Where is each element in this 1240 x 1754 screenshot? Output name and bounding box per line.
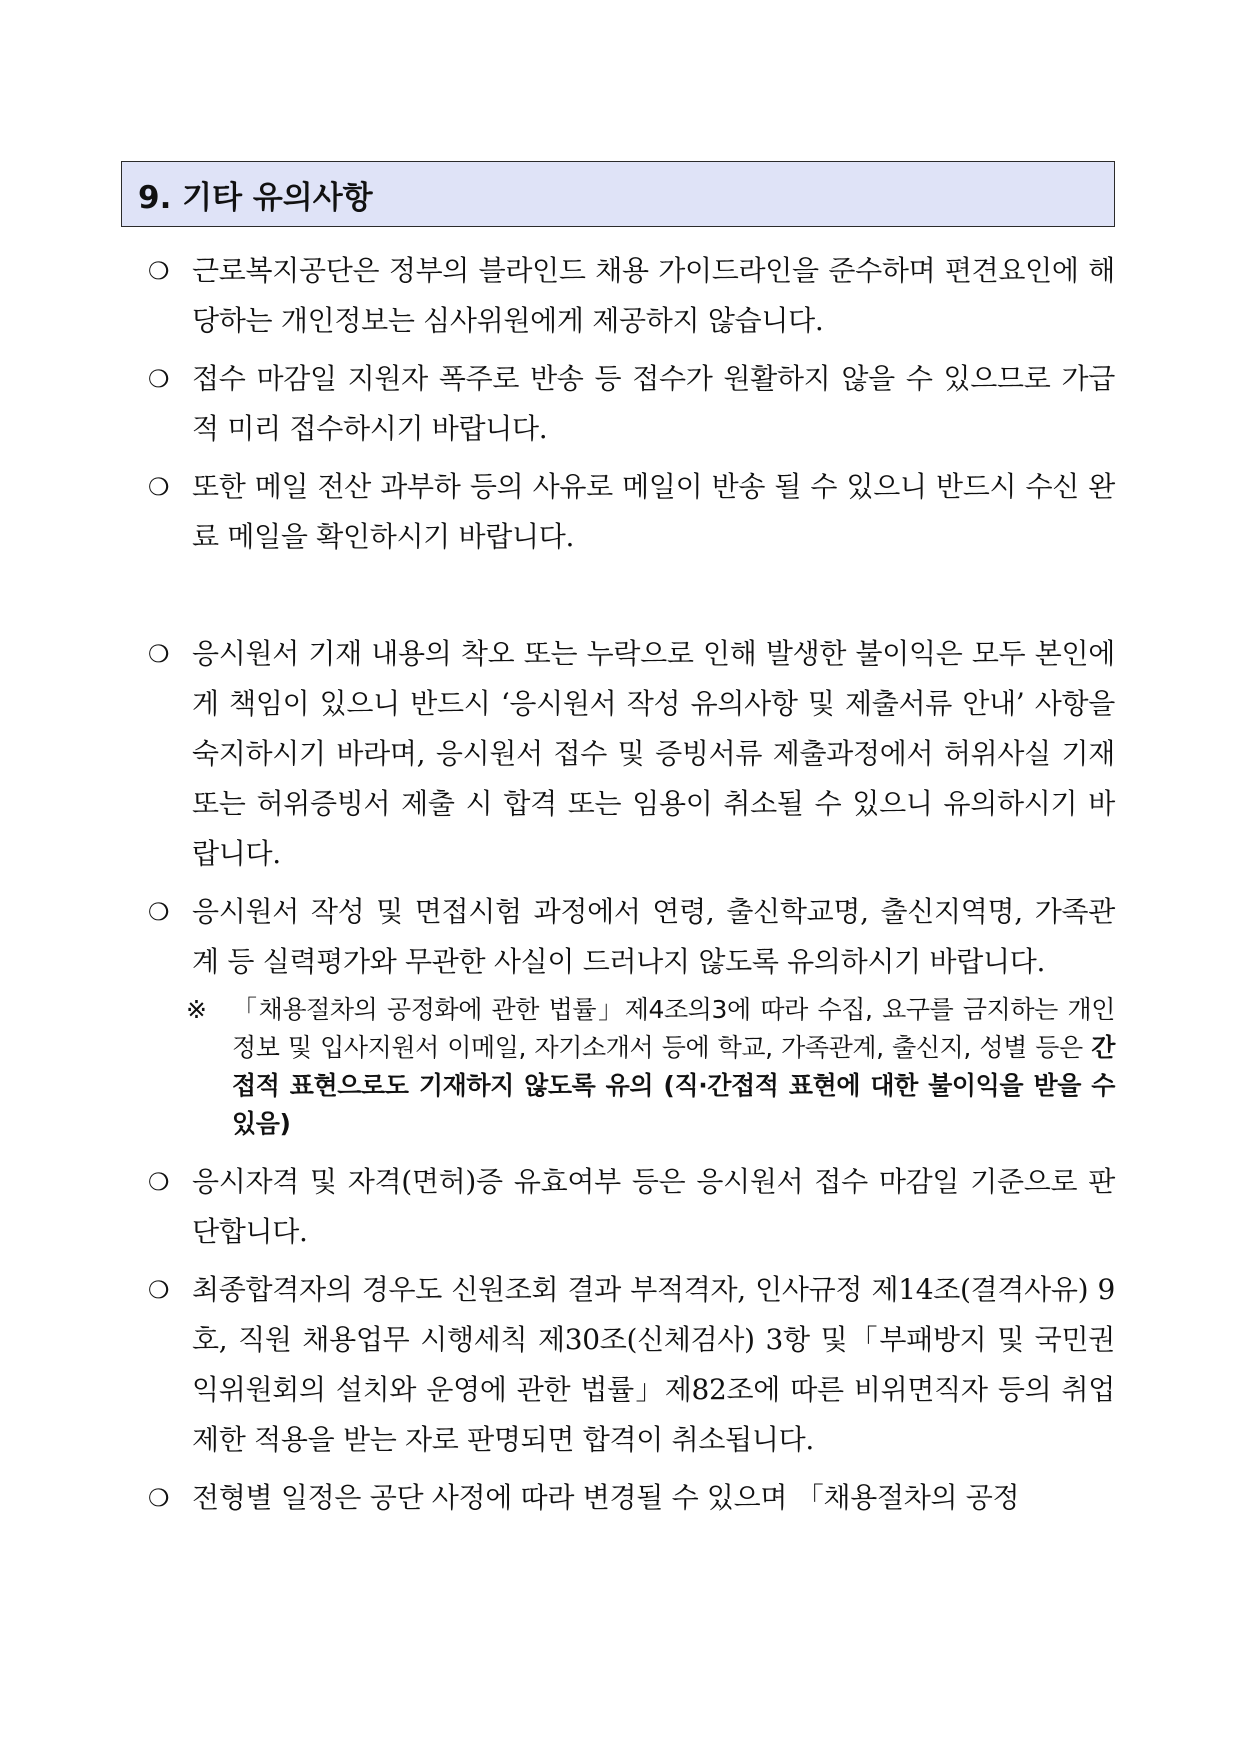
section-title: 9. 기타 유의사항 <box>121 161 1115 227</box>
list-item-text: 최종합격자의 경우도 신원조회 결과 부적격자, 인사규정 제14조(결격사유) 9호, 직원 채용업무 시행세칙 제30조(신체검사) 3항 및「부패방지 및 국민권익위원회의 설치와 운영에 관한 법률」제82조에 따른 비위면직자 등의 취업제한 적용을 받는 자로 판명되면 합격이 취소됩니다. <box>192 1273 1115 1456</box>
list-item <box>148 1265 1115 1465</box>
circle-bullet-icon: ❍ <box>148 473 170 501</box>
list-item-text: 응시원서 작성 및 면접시험 과정에서 연령, 출신학교명, 출신지역명, 가족관계 등 실력평가와 무관한 사실이 드러나지 않도록 유의하시기 바랍니다. <box>192 895 1115 978</box>
circle-bullet-icon: ❍ <box>148 1484 170 1512</box>
list-item-text: 근로복지공단은 정부의 블라인드 채용 가이드라인을 준수하며 편견요인에 해당하는 개인정보는 심사위원에게 제공하지 않습니다. <box>192 254 1115 337</box>
list-item-text: 응시자격 및 자격(면허)증 유효여부 등은 응시원서 접수 마감일 기준으로 판단합니다. <box>192 1165 1115 1248</box>
list-item-text: 접수 마감일 지원자 폭주로 반송 등 접수가 원활하지 않을 수 있으므로 가급적 미리 접수하시기 바랍니다. <box>192 362 1115 445</box>
circle-bullet-icon: ❍ <box>148 365 170 393</box>
list-item-text: 전형별 일정은 공단 사정에 따라 변경될 수 있으며 「채용절차의 공정 <box>192 1481 1020 1514</box>
list-item <box>148 629 1115 879</box>
note-text: 「채용절차의 공정화에 관한 법률」제4조의3에 따라 수집, 요구를 금지하는 개인 정보 및 입사지원서 이메일, 자기소개서 등에 학교, 가족관계, 출신지, 성별 등은 <box>232 995 1115 1062</box>
circle-bullet-icon: ❍ <box>148 1276 170 1304</box>
list-item <box>148 1157 1115 1257</box>
circle-bullet-icon: ❍ <box>148 898 170 926</box>
note-bold-text: 간접적 표현으로도 기재하지 않도록 유의 (직·간접적 표현에 대한 불이익을 받을 수 있음) <box>232 1033 1115 1138</box>
list-item-text: 또한 메일 전산 과부하 등의 사유로 메일이 반송 될 수 있으니 반드시 수신 완료 메일을 확인하시기 바랍니다. <box>192 470 1115 553</box>
reference-mark-icon: ※ <box>186 995 207 1024</box>
list-item <box>148 246 1115 346</box>
notice-list <box>148 246 1115 1523</box>
list-item <box>148 1473 1115 1523</box>
list-item <box>148 462 1115 562</box>
circle-bullet-icon: ❍ <box>148 257 170 285</box>
list-item-text: 응시원서 기재 내용의 착오 또는 누락으로 인해 발생한 불이익은 모두 본인에게 책임이 있으니 반드시 ‘응시원서 작성 유의사항 및 제출서류 안내’ 사항을 숙지하시기 바라며, 응시원서 접수 및 증빙서류 제출과정에서 허위사실 기재 또는 허위증빙서 제출 시 합격 또는 임용이 취소될 수 있으니 유의하시기 바랍니다. <box>192 637 1115 870</box>
circle-bullet-icon: ❍ <box>148 640 170 668</box>
list-item <box>148 354 1115 454</box>
legal-note <box>156 991 1115 1143</box>
list-item <box>148 887 1115 987</box>
circle-bullet-icon: ❍ <box>148 1168 170 1196</box>
